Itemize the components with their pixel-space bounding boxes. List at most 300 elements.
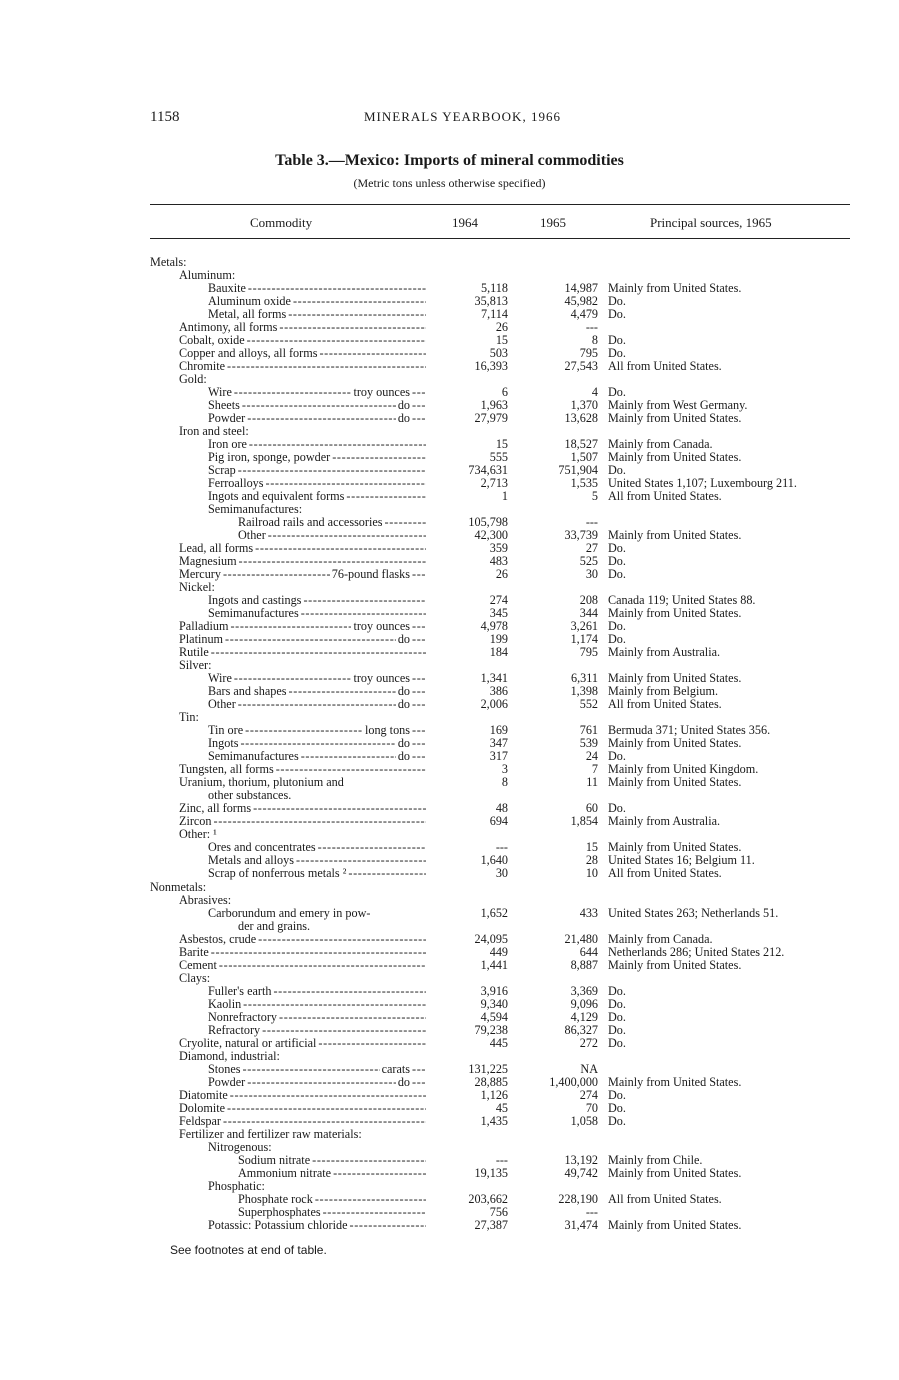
value-1965: 24 xyxy=(585,749,598,763)
row-label xyxy=(179,321,428,334)
value-1965: 15 xyxy=(585,840,598,854)
value-1964: 3 xyxy=(501,762,508,776)
principal-source: Do. xyxy=(608,1010,626,1024)
dot-leader xyxy=(412,698,426,711)
dot-leader xyxy=(319,347,426,360)
value-1964: 4,978 xyxy=(480,619,508,633)
dot-leader xyxy=(346,490,426,503)
row-label xyxy=(208,464,428,477)
value-1965: 60 xyxy=(585,801,598,815)
commodity-name: Nickel: xyxy=(179,581,215,594)
value-1965: 1,058 xyxy=(570,1114,598,1128)
principal-source: Mainly from West Germany. xyxy=(608,398,748,412)
dot-leader xyxy=(238,698,396,711)
principal-source: Mainly from Australia. xyxy=(608,814,721,828)
table-row xyxy=(0,646,899,659)
commodity-name: Uranium, thorium, plutonium and xyxy=(179,776,344,789)
principal-source: Do. xyxy=(608,385,626,399)
commodity-name: Cobalt, oxide xyxy=(179,334,245,347)
table-row xyxy=(0,789,899,802)
unit-label: do xyxy=(397,1076,410,1089)
dot-leader xyxy=(318,841,426,854)
table-row xyxy=(0,490,899,503)
row-label xyxy=(208,594,428,607)
row-label xyxy=(208,308,428,321)
commodity-name: Superphosphates xyxy=(238,1206,321,1219)
dot-leader xyxy=(247,1076,396,1089)
principal-source: Do. xyxy=(608,463,626,477)
table-row xyxy=(0,308,899,321)
value-1965: 1,854 xyxy=(570,814,598,828)
principal-source: Do. xyxy=(608,541,626,555)
value-1965: 86,327 xyxy=(564,1023,598,1037)
dot-leader xyxy=(412,672,426,685)
table-row xyxy=(0,854,899,867)
principal-source: Do. xyxy=(608,632,626,646)
commodity-name: Antimony, all forms xyxy=(179,321,278,334)
commodity-name: Silver: xyxy=(179,659,212,672)
row-label xyxy=(179,1128,362,1141)
dot-leader xyxy=(293,295,426,308)
value-1964: 345 xyxy=(489,606,508,620)
value-1964: 184 xyxy=(489,645,508,659)
row-label xyxy=(208,685,428,698)
unit-label: do xyxy=(397,698,410,711)
dot-leader xyxy=(247,334,426,347)
footnote-reference: See footnotes at end of table. xyxy=(170,1243,327,1257)
table-row xyxy=(0,282,899,295)
row-label xyxy=(179,334,428,347)
commodity-name: Asbestos, crude xyxy=(179,933,257,946)
table-row xyxy=(0,503,899,516)
value-1965: 644 xyxy=(579,945,598,959)
commodity-name: Diatomite xyxy=(179,1089,228,1102)
commodity-name: Tungsten, all forms xyxy=(179,763,274,776)
commodity-name: Other: ¹ xyxy=(179,828,217,841)
dot-leader xyxy=(223,568,330,581)
value-1965: 5 xyxy=(591,489,598,503)
value-1965: 45,982 xyxy=(564,294,598,308)
commodity-name: Feldspar xyxy=(179,1115,221,1128)
value-1964: 27,387 xyxy=(474,1218,508,1232)
value-1965: 228,190 xyxy=(558,1192,598,1206)
dot-leader xyxy=(243,998,426,1011)
value-1965: 28 xyxy=(585,853,598,867)
table-row xyxy=(0,555,899,568)
commodity-name: Iron and steel: xyxy=(179,425,249,438)
row-label xyxy=(238,529,428,542)
dot-leader xyxy=(312,1154,426,1167)
dot-leader xyxy=(258,933,426,946)
principal-source: Mainly from United Kingdom. xyxy=(608,762,759,776)
row-label xyxy=(208,789,291,802)
commodity-name: Bars and shapes xyxy=(208,685,287,698)
commodity-name: Nonmetals: xyxy=(150,881,207,894)
table-row xyxy=(0,1154,899,1167)
row-label xyxy=(208,737,428,750)
principal-source: Mainly from United States. xyxy=(608,411,742,425)
value-1964: 1,341 xyxy=(480,671,508,685)
dot-leader xyxy=(323,1206,426,1219)
row-label xyxy=(179,568,428,581)
principal-source: Do. xyxy=(608,984,626,998)
value-1965: 539 xyxy=(579,736,598,750)
value-1964: 169 xyxy=(489,723,508,737)
value-1964: 3,916 xyxy=(480,984,508,998)
column-header-1965: 1965 xyxy=(540,215,566,230)
value-1965: 1,507 xyxy=(570,450,598,464)
table-row xyxy=(0,516,899,529)
table-row xyxy=(0,633,899,646)
dot-leader xyxy=(349,1219,426,1232)
value-1965: 3,369 xyxy=(570,984,598,998)
value-1964: 1,441 xyxy=(480,958,508,972)
row-label xyxy=(208,607,428,620)
dot-leader xyxy=(225,633,396,646)
table-row xyxy=(0,776,899,789)
unit-label: long tons xyxy=(364,724,410,737)
table-row xyxy=(0,1089,899,1102)
table-row xyxy=(0,737,899,750)
principal-source: Do. xyxy=(608,554,626,568)
value-1964: 694 xyxy=(489,814,508,828)
commodity-name: Diamond, industrial: xyxy=(179,1050,280,1063)
row-label xyxy=(208,282,428,295)
unit-label: troy ounces xyxy=(353,672,410,685)
value-1965: 27 xyxy=(585,541,598,555)
value-1964: 1,640 xyxy=(480,853,508,867)
dot-leader xyxy=(301,607,426,620)
table-row xyxy=(0,685,899,698)
principal-source: Do. xyxy=(608,346,626,360)
dot-leader xyxy=(412,737,426,750)
row-label xyxy=(208,867,428,880)
commodity-name: Rutile xyxy=(179,646,209,659)
value-1964: 1,652 xyxy=(480,906,508,920)
unit-label: carats xyxy=(381,1063,410,1076)
table-row xyxy=(0,412,899,425)
dot-leader xyxy=(268,529,426,542)
row-label xyxy=(179,959,428,972)
value-1964: 5,118 xyxy=(481,281,508,295)
table-header-rule xyxy=(150,238,850,239)
table-row xyxy=(0,672,899,685)
table-row xyxy=(0,1141,899,1154)
principal-source: Do. xyxy=(608,1088,626,1102)
row-label xyxy=(179,542,428,555)
row-label xyxy=(208,854,428,867)
dot-leader xyxy=(412,568,426,581)
table-row xyxy=(0,867,899,880)
page-number: 1158 xyxy=(150,109,180,125)
row-label xyxy=(179,620,428,633)
value-1964: 347 xyxy=(489,736,508,750)
table-row xyxy=(0,438,899,451)
table-row xyxy=(0,1011,899,1024)
commodity-name: Carborundum and emery in pow- xyxy=(208,907,371,920)
commodity-name: Phosphatic: xyxy=(208,1180,265,1193)
row-label xyxy=(238,920,310,933)
principal-source: Mainly from United States. xyxy=(608,528,742,542)
row-label xyxy=(179,763,428,776)
table-row xyxy=(0,841,899,854)
principal-source: Do. xyxy=(608,801,626,815)
principal-source: Do. xyxy=(608,294,626,308)
commodity-name: Lead, all forms xyxy=(179,542,254,555)
unit-label: do xyxy=(397,399,410,412)
table-row xyxy=(0,256,899,269)
value-1964: 2,713 xyxy=(480,476,508,490)
value-1965: 4,129 xyxy=(570,1010,598,1024)
row-label xyxy=(238,1206,428,1219)
value-1964: 105,798 xyxy=(468,515,508,529)
principal-source: All from United States. xyxy=(608,1192,722,1206)
value-1965: --- xyxy=(585,1205,598,1219)
table-row xyxy=(0,815,899,828)
dot-leader xyxy=(333,1167,426,1180)
table-row xyxy=(0,1024,899,1037)
dot-leader xyxy=(303,594,426,607)
commodity-name: Ingots and equivalent forms xyxy=(208,490,345,503)
value-1964: 359 xyxy=(489,541,508,555)
unit-label: do xyxy=(397,737,410,750)
principal-source: Mainly from United States. xyxy=(608,450,742,464)
table-row xyxy=(0,802,899,815)
commodity-name: Semimanufactures xyxy=(208,607,299,620)
table-row xyxy=(0,1050,899,1063)
running-title: MINERALS YEARBOOK, 1966 xyxy=(364,109,561,124)
principal-source: Mainly from United States. xyxy=(608,1075,742,1089)
row-label xyxy=(179,633,428,646)
table-row xyxy=(0,724,899,737)
commodity-name: Mercury xyxy=(179,568,221,581)
row-label xyxy=(208,477,428,490)
value-1965: 7 xyxy=(591,762,598,776)
dot-leader xyxy=(248,282,426,295)
table-row xyxy=(0,529,899,542)
value-1964: 8 xyxy=(501,775,508,789)
row-label xyxy=(208,490,428,503)
dot-leader xyxy=(348,867,426,880)
principal-source: Do. xyxy=(608,567,626,581)
value-1964: 317 xyxy=(489,749,508,763)
dot-leader xyxy=(412,1063,426,1076)
commodity-name: Sodium nitrate xyxy=(238,1154,311,1167)
row-label xyxy=(208,1063,428,1076)
commodity-name: Nitrogenous: xyxy=(208,1141,272,1154)
principal-source: Netherlands 286; United States 212. xyxy=(608,945,785,959)
unit-label: do xyxy=(397,633,410,646)
principal-source: All from United States. xyxy=(608,489,722,503)
commodity-name: Magnesium xyxy=(179,555,237,568)
value-1965: NA xyxy=(580,1062,598,1076)
table-row xyxy=(0,399,899,412)
value-1965: 70 xyxy=(585,1101,598,1115)
row-label xyxy=(208,750,428,763)
value-1965: 1,400,000 xyxy=(549,1075,598,1089)
row-label xyxy=(179,1102,428,1115)
dot-leader xyxy=(412,386,426,399)
commodity-name: Ammonium nitrate xyxy=(238,1167,332,1180)
commodity-name: Bauxite xyxy=(208,282,246,295)
commodity-name: Sheets xyxy=(208,399,240,412)
dot-leader xyxy=(279,1011,426,1024)
dot-leader xyxy=(240,737,395,750)
row-label xyxy=(208,1076,428,1089)
principal-source: Do. xyxy=(608,1101,626,1115)
principal-source: Do. xyxy=(608,619,626,633)
value-1965: 13,628 xyxy=(564,411,598,425)
row-label xyxy=(208,724,428,737)
table-row xyxy=(0,907,899,920)
principal-source: Mainly from United States. xyxy=(608,736,742,750)
value-1965: 13,192 xyxy=(564,1153,598,1167)
commodity-name: Cement xyxy=(179,959,217,972)
row-label xyxy=(208,1024,428,1037)
row-label xyxy=(179,1115,428,1128)
row-label xyxy=(208,386,428,399)
row-label xyxy=(179,802,428,815)
value-1964: 7,114 xyxy=(481,307,508,321)
commodity-name: Metals: xyxy=(150,256,187,269)
principal-source: Mainly from United States. xyxy=(608,958,742,972)
table-row xyxy=(0,659,899,672)
row-label xyxy=(179,776,428,789)
dot-leader xyxy=(211,946,426,959)
value-1964: 503 xyxy=(489,346,508,360)
commodity-name: Tin: xyxy=(179,711,199,724)
table-row xyxy=(0,698,899,711)
row-label xyxy=(208,451,428,464)
commodity-name: Semimanufactures: xyxy=(208,503,303,516)
principal-source: Mainly from United States. xyxy=(608,1166,742,1180)
commodity-name: Semimanufactures xyxy=(208,750,299,763)
table-row xyxy=(0,1063,899,1076)
principal-source: Do. xyxy=(608,1036,626,1050)
dot-leader xyxy=(227,1102,426,1115)
table-row xyxy=(0,607,899,620)
row-label xyxy=(208,503,302,516)
commodity-name: Nonrefractory xyxy=(208,1011,278,1024)
commodity-name: Potassic: Potassium chloride xyxy=(208,1219,348,1232)
row-label xyxy=(179,933,428,946)
value-1964: 445 xyxy=(489,1036,508,1050)
value-1964: 48 xyxy=(495,801,508,815)
principal-source: Mainly from Chile. xyxy=(608,1153,703,1167)
commodity-name: Ingots xyxy=(208,737,239,750)
row-label xyxy=(208,1141,272,1154)
table-row xyxy=(0,828,899,841)
principal-source: United States 16; Belgium 11. xyxy=(608,853,755,867)
table-row xyxy=(0,581,899,594)
row-label xyxy=(238,516,428,529)
unit-label: troy ounces xyxy=(353,386,410,399)
value-1964: 79,238 xyxy=(474,1023,508,1037)
value-1965: 795 xyxy=(579,346,598,360)
row-label xyxy=(179,555,428,568)
row-label xyxy=(179,1050,280,1063)
value-1964: 2,006 xyxy=(480,697,508,711)
value-1965: 761 xyxy=(579,723,598,737)
value-1964: 30 xyxy=(495,866,508,880)
dot-leader xyxy=(288,308,426,321)
dot-leader xyxy=(238,464,426,477)
commodity-name: Metal, all forms xyxy=(208,308,287,321)
dot-leader xyxy=(253,802,426,815)
principal-source: Do. xyxy=(608,997,626,1011)
table-row xyxy=(0,1102,899,1115)
row-label xyxy=(208,1011,428,1024)
table-row xyxy=(0,360,899,373)
commodity-name: Powder xyxy=(208,1076,246,1089)
principal-source: Do. xyxy=(608,333,626,347)
dot-leader xyxy=(412,633,426,646)
commodity-name: der and grains. xyxy=(238,920,311,933)
dot-leader xyxy=(273,985,426,998)
value-1964: 483 xyxy=(489,554,508,568)
value-1964: 756 xyxy=(489,1205,508,1219)
table-row xyxy=(0,594,899,607)
commodity-name: Ores and concentrates xyxy=(208,841,316,854)
dot-leader xyxy=(262,1024,426,1037)
row-label xyxy=(208,295,428,308)
principal-source: Mainly from Canada. xyxy=(608,932,713,946)
table-row xyxy=(0,568,899,581)
row-label xyxy=(179,815,428,828)
table-row xyxy=(0,1128,899,1141)
value-1964: 203,662 xyxy=(468,1192,508,1206)
value-1964: 35,813 xyxy=(474,294,508,308)
dot-leader xyxy=(243,1063,380,1076)
table-title: Table 3.—Mexico: Imports of mineral commodities xyxy=(275,152,624,169)
value-1965: 208 xyxy=(579,593,598,607)
commodity-name: Kaolin xyxy=(208,998,242,1011)
dot-leader xyxy=(276,763,426,776)
table-row xyxy=(0,1180,899,1193)
dot-leader xyxy=(211,646,426,659)
value-1965: 274 xyxy=(579,1088,598,1102)
value-1965: 27,543 xyxy=(564,359,598,373)
value-1965: 21,480 xyxy=(564,932,598,946)
unit-label: do xyxy=(397,412,410,425)
value-1965: 30 xyxy=(585,567,598,581)
table-row xyxy=(0,451,899,464)
value-1965: 49,742 xyxy=(564,1166,598,1180)
value-1964: 45 xyxy=(495,1101,508,1115)
row-label xyxy=(179,1037,428,1050)
table-row xyxy=(0,425,899,438)
commodity-name: Wire xyxy=(208,672,232,685)
table-row xyxy=(0,321,899,334)
dot-leader xyxy=(242,399,396,412)
commodity-name: Fertilizer and fertilizer raw materials: xyxy=(179,1128,362,1141)
dot-leader xyxy=(214,815,427,828)
principal-source: All from United States. xyxy=(608,359,722,373)
row-label xyxy=(179,269,235,282)
principal-source: Bermuda 371; United States 356. xyxy=(608,723,771,737)
value-1964: 1,126 xyxy=(480,1088,508,1102)
commodity-name: Powder xyxy=(208,412,246,425)
row-label xyxy=(150,256,187,269)
value-1964: 26 xyxy=(495,567,508,581)
value-1964: 15 xyxy=(495,333,508,347)
commodity-name: Refractory xyxy=(208,1024,261,1037)
principal-source: Do. xyxy=(608,1023,626,1037)
value-1964: 449 xyxy=(489,945,508,959)
dot-leader xyxy=(255,542,426,555)
value-1964: 26 xyxy=(495,320,508,334)
table-row xyxy=(0,334,899,347)
